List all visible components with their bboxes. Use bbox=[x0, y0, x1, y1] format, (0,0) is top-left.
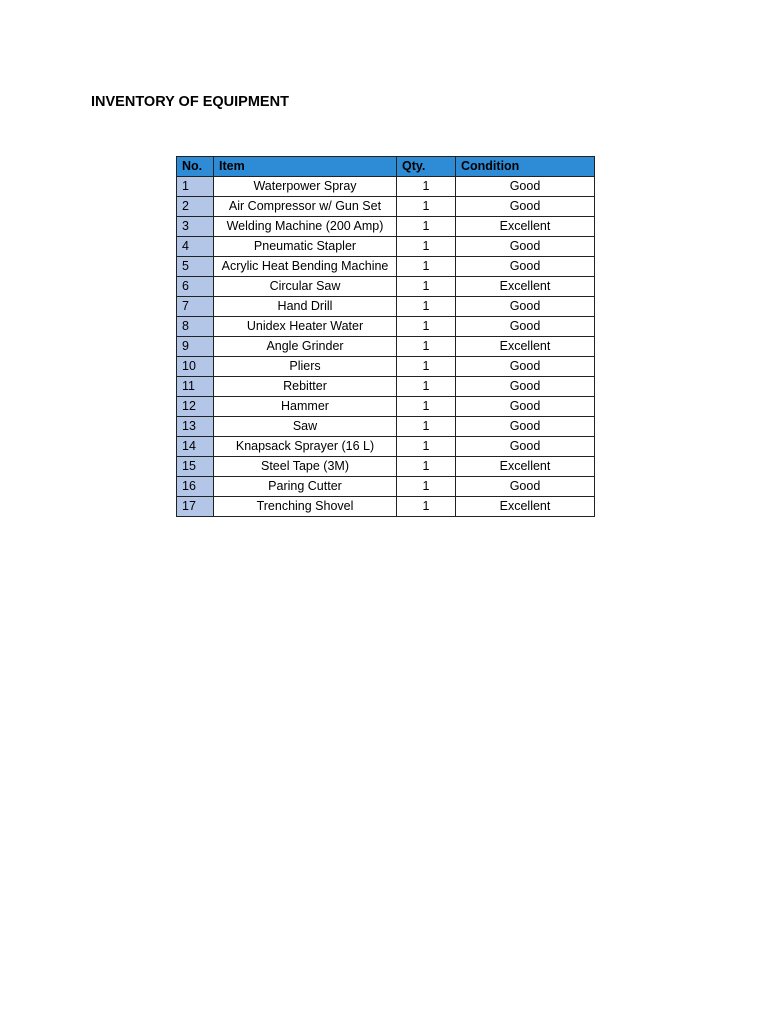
table-row bbox=[177, 417, 595, 437]
row-number-cell: 14 bbox=[177, 437, 214, 457]
row-qty-cell: 1 bbox=[397, 237, 456, 257]
header-item: Item bbox=[214, 157, 397, 177]
row-qty-cell: 1 bbox=[397, 277, 456, 297]
row-number-cell: 5 bbox=[177, 257, 214, 277]
table-row bbox=[177, 257, 595, 277]
row-item-cell: Pneumatic Stapler bbox=[214, 237, 397, 257]
row-condition-cell: Good bbox=[456, 257, 595, 277]
row-number-cell: 4 bbox=[177, 237, 214, 257]
row-number-cell: 11 bbox=[177, 377, 214, 397]
table-row bbox=[177, 357, 595, 377]
row-item-cell: Air Compressor w/ Gun Set bbox=[214, 197, 397, 217]
row-condition-cell: Good bbox=[456, 317, 595, 337]
row-qty-cell: 1 bbox=[397, 377, 456, 397]
row-item-cell: Hammer bbox=[214, 397, 397, 417]
row-condition-cell: Excellent bbox=[456, 337, 595, 357]
table-row bbox=[177, 197, 595, 217]
row-number-cell: 15 bbox=[177, 457, 214, 477]
table-row bbox=[177, 217, 595, 237]
row-qty-cell: 1 bbox=[397, 317, 456, 337]
table-row bbox=[177, 177, 595, 197]
row-condition-cell: Excellent bbox=[456, 217, 595, 237]
row-number-cell: 17 bbox=[177, 497, 214, 517]
row-condition-cell: Good bbox=[456, 297, 595, 317]
row-item-cell: Acrylic Heat Bending Machine bbox=[214, 257, 397, 277]
row-item-cell: Angle Grinder bbox=[214, 337, 397, 357]
row-number-cell: 10 bbox=[177, 357, 214, 377]
header-no: No. bbox=[177, 157, 214, 177]
row-number-cell: 1 bbox=[177, 177, 214, 197]
row-condition-cell: Good bbox=[456, 197, 595, 217]
row-qty-cell: 1 bbox=[397, 437, 456, 457]
row-number-cell: 2 bbox=[177, 197, 214, 217]
table-row bbox=[177, 317, 595, 337]
inventory-table bbox=[176, 156, 595, 517]
row-condition-cell: Good bbox=[456, 357, 595, 377]
table-header-row bbox=[177, 157, 595, 177]
row-condition-cell: Good bbox=[456, 377, 595, 397]
row-qty-cell: 1 bbox=[397, 197, 456, 217]
row-item-cell: Unidex Heater Water bbox=[214, 317, 397, 337]
row-number-cell: 6 bbox=[177, 277, 214, 297]
row-item-cell: Hand Drill bbox=[214, 297, 397, 317]
table-header bbox=[177, 157, 595, 177]
row-qty-cell: 1 bbox=[397, 217, 456, 237]
row-item-cell: Steel Tape (3M) bbox=[214, 457, 397, 477]
row-qty-cell: 1 bbox=[397, 297, 456, 317]
row-condition-cell: Good bbox=[456, 177, 595, 197]
table-row bbox=[177, 337, 595, 357]
row-condition-cell: Excellent bbox=[456, 277, 595, 297]
row-qty-cell: 1 bbox=[397, 477, 456, 497]
table-row bbox=[177, 377, 595, 397]
row-item-cell: Pliers bbox=[214, 357, 397, 377]
table-row bbox=[177, 397, 595, 417]
row-condition-cell: Excellent bbox=[456, 497, 595, 517]
header-qty: Qty. bbox=[397, 157, 456, 177]
row-number-cell: 8 bbox=[177, 317, 214, 337]
row-qty-cell: 1 bbox=[397, 257, 456, 277]
row-number-cell: 9 bbox=[177, 337, 214, 357]
row-item-cell: Saw bbox=[214, 417, 397, 437]
table-row bbox=[177, 437, 595, 457]
row-number-cell: 3 bbox=[177, 217, 214, 237]
row-number-cell: 13 bbox=[177, 417, 214, 437]
row-item-cell: Trenching Shovel bbox=[214, 497, 397, 517]
table-row bbox=[177, 237, 595, 257]
row-qty-cell: 1 bbox=[397, 497, 456, 517]
row-item-cell: Knapsack Sprayer (16 L) bbox=[214, 437, 397, 457]
row-item-cell: Welding Machine (200 Amp) bbox=[214, 217, 397, 237]
document-title: INVENTORY OF EQUIPMENT bbox=[91, 94, 289, 110]
header-condition: Condition bbox=[456, 157, 595, 177]
row-condition-cell: Good bbox=[456, 477, 595, 497]
table-row bbox=[177, 457, 595, 477]
row-condition-cell: Good bbox=[456, 437, 595, 457]
row-qty-cell: 1 bbox=[397, 177, 456, 197]
row-item-cell: Rebitter bbox=[214, 377, 397, 397]
table-row bbox=[177, 277, 595, 297]
row-number-cell: 16 bbox=[177, 477, 214, 497]
row-qty-cell: 1 bbox=[397, 357, 456, 377]
row-qty-cell: 1 bbox=[397, 337, 456, 357]
row-condition-cell: Good bbox=[456, 397, 595, 417]
table-body bbox=[177, 177, 595, 517]
row-item-cell: Paring Cutter bbox=[214, 477, 397, 497]
row-condition-cell: Excellent bbox=[456, 457, 595, 477]
row-number-cell: 7 bbox=[177, 297, 214, 317]
row-qty-cell: 1 bbox=[397, 397, 456, 417]
table-row bbox=[177, 477, 595, 497]
row-condition-cell: Good bbox=[456, 237, 595, 257]
row-condition-cell: Good bbox=[456, 417, 595, 437]
row-item-cell: Circular Saw bbox=[214, 277, 397, 297]
row-qty-cell: 1 bbox=[397, 457, 456, 477]
row-number-cell: 12 bbox=[177, 397, 214, 417]
row-item-cell: Waterpower Spray bbox=[214, 177, 397, 197]
row-qty-cell: 1 bbox=[397, 417, 456, 437]
table-row bbox=[177, 297, 595, 317]
table-row bbox=[177, 497, 595, 517]
